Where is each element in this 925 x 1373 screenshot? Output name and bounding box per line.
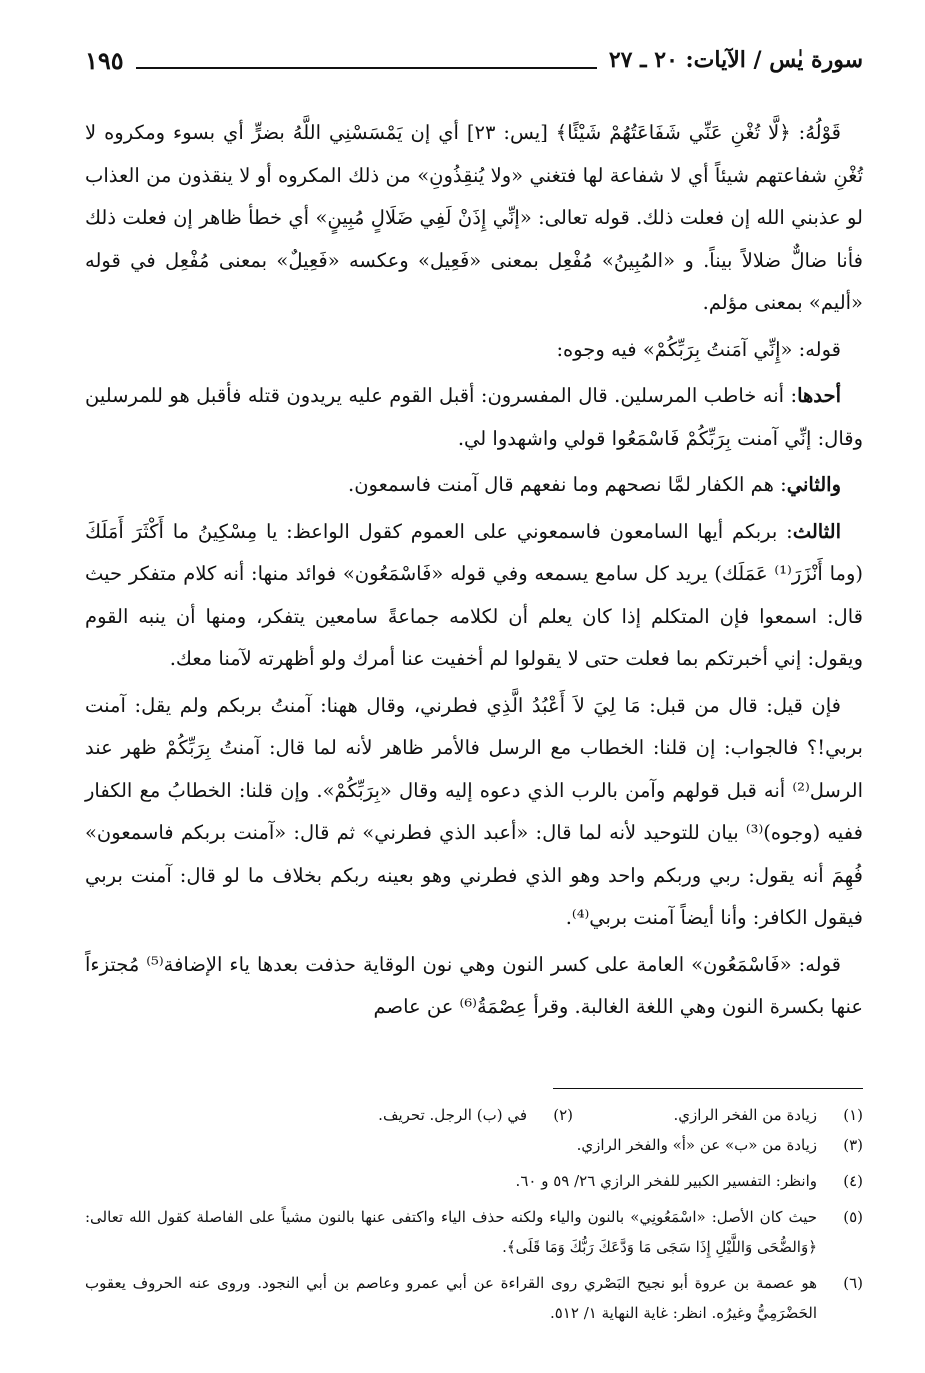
footnote xyxy=(85,1202,863,1262)
footnote xyxy=(85,1166,863,1196)
point-label: والثاني xyxy=(786,473,841,496)
footnote-number: (٢) xyxy=(553,1106,573,1124)
footnote xyxy=(573,1100,863,1130)
footnote-text: هو عصمة بن عروة أبو نجيح البَصْري روى القراءة عن أبي عمرو وعاصم بن أبي النجود. وروى عنه الحروف يعقوب الحَضْرَمِيُّ وغيرُه. انظر: غاية النهاية ١/ ٥١٢. xyxy=(85,1274,817,1322)
footnote-number: (٣) xyxy=(843,1136,863,1154)
footnotes xyxy=(85,1100,863,1334)
main-text xyxy=(85,112,863,1033)
point-label: الثالث xyxy=(792,519,841,543)
paragraph: فإن قيل: قال من قبل: مَا لِيَ لاَ أَعْبُدُ الَّذِي فطرني، وقال ههنا: آمنتُ بربكم ولم يقل: آمنت بربي!؟ فالجواب: إن قلنا: الخطاب مع الرسل فالأمر ظاهر لأنه لما قال: آمنتُ بِرَبِّكُمْ ظهر عند الرسل⁽²⁾ أنه قبل قولهم وآمن بالرب الذي دعوه إليه وقال «بِرَبِّكُمْ». وإن قلنا: الخطابُ مع الكفار ففيه (وجوه)⁽³⁾ بيان للتوحيد لأنه لما قال: «أعبد الذي فطرني» ثم قال: «آمنت بربكم فاسمعون» فُهِمَ أنه يقول: ربي وربكم واحد وهو الذي فطرني وهو بعينه ربكم بخلاف ما لو قال: آمنت بربي فيقول الكافر: وأنا أيضاً آمنت بربي⁽⁴⁾. xyxy=(85,693,863,929)
footnote-number: (٦) xyxy=(843,1274,863,1292)
footnote xyxy=(283,1100,573,1130)
paragraph xyxy=(85,464,863,507)
paragraph: قَوْلُهُ: ﴿لَّا تُغْنِ عَنِّي شَفَاعَتُهُمْ شَيْئًا﴾ [يس: ٢٣] أي إن يَمْسَسْنِي اللَّهُ بضرٍّ أي بسوء ومكروه لا تُغْنِ شفاعتهم شيئاً أي لا شفاعة لها فتغني «ولا يُنقِذُونِ» من ذلك المكروه أو لا ينقذون من العذاب لو عذبني الله إن فعلت ذلك. قوله تعالى: «إنِّي إِذَنْ لَفِي ضَلَالٍ مُبِينٍ» أي خطأ ظاهر إن فعلت ذلك فأنا ضالٌّ ضلالاً بيناً. و «المُبِينُ» مُفْعِل بمعنى «فَعِيل» وعكسه «فَعِيلٌ» بمعنى مُفْعِل في قوله «أليم» بمعنى مؤلم. xyxy=(85,121,863,314)
point-text: : هم الكفار لمَّا نصحهم وما نفعهم قال آمنت فاسمعون. xyxy=(348,473,787,496)
footnote-text: حيث كان الأصل: «اسْمَعُونِي» بالنون والياء ولكنه حذف الياء واكتفى عنها بالنون مشياً على الفاصلة كقول الله تعالى: ﴿وَالضُّحَى وَاللَّيْلِ إِذَا سَجَى مَا وَدَّعَكَ رَبُّكَ وَمَا قَلَى﴾. xyxy=(85,1208,817,1256)
paragraph: قوله: «فَاسْمَعُون» العامة على كسر النون وهي نون الوقاية حذفت بعدها ياء الإضافة⁽⁵⁾ مُجتزءاً عنها بكسرة النون وهي اللغة الغالبة. وقرأ عِصْمَةُ⁽⁶⁾ عن عاصم xyxy=(85,952,863,1018)
point-label: أحدها xyxy=(797,384,841,407)
footnote xyxy=(85,1268,863,1328)
header-rule xyxy=(136,51,597,69)
footnote-divider xyxy=(553,1088,863,1089)
paragraph xyxy=(85,511,863,681)
point-text: : أنه خاطب المرسلين. قال المفسرون: أقبل القوم عليه يريدون قتله فأقبل هو للمرسلين وقال: إنِّي آمنت بِرَبِّكُمْ فَاسْمَعُوا قولي واشهدوا لي. xyxy=(85,384,863,450)
footnote xyxy=(85,1130,863,1160)
point-text: : بربكم أيها السامعون فاسمعوني على العموم كقول الواعظ: يا مِسْكِينُ ما أَكْثَرَ أَمَلَكَ (وما أَنْزَرَ⁽¹⁾ عَمَلَك) يريد كل سامع يسمعه وفي قوله «فَاسْمَعُون» فوائد منها: أنه كلام متفكر حيث قال: اسمعوا فإن المتكلم إذا كان يعلم أن لكلامه جماعةً سامعين يتفكر، ومنها أن ينبه القوم ويقول: إني أخبرتكم بما فعلت حتى لا يقولوا لم أخفيت عنا أمرك ولو أظهرته لآمنا معك. xyxy=(85,519,863,670)
page-number: ١٩٥ xyxy=(85,45,124,75)
footnote-row xyxy=(85,1100,863,1130)
paragraph: قوله: «إِنِّي آمَنتُ بِرَبِّكُمْ» فيه وجوه: xyxy=(556,337,841,361)
footnote-text: زيادة من الفخر الرازي. xyxy=(673,1106,817,1124)
footnote-number: (٤) xyxy=(843,1172,863,1190)
footnote-text: وانظر: التفسير الكبير للفخر الرازي ٢٦/ ٥٩ و ٦٠. xyxy=(515,1172,817,1190)
footnote-number: (٥) xyxy=(843,1208,863,1226)
footnote-number: (١) xyxy=(843,1106,863,1124)
footnote-text: في (ب) الرجل. تحريف. xyxy=(378,1106,527,1124)
page-header xyxy=(85,40,863,80)
running-title: سورة يٰس / الآيات: ٢٠ ـ ٢٧ xyxy=(608,47,863,73)
footnote-text: زيادة من «ب» عن «أ» والفخر الرازي. xyxy=(576,1136,817,1154)
paragraph xyxy=(85,375,863,460)
